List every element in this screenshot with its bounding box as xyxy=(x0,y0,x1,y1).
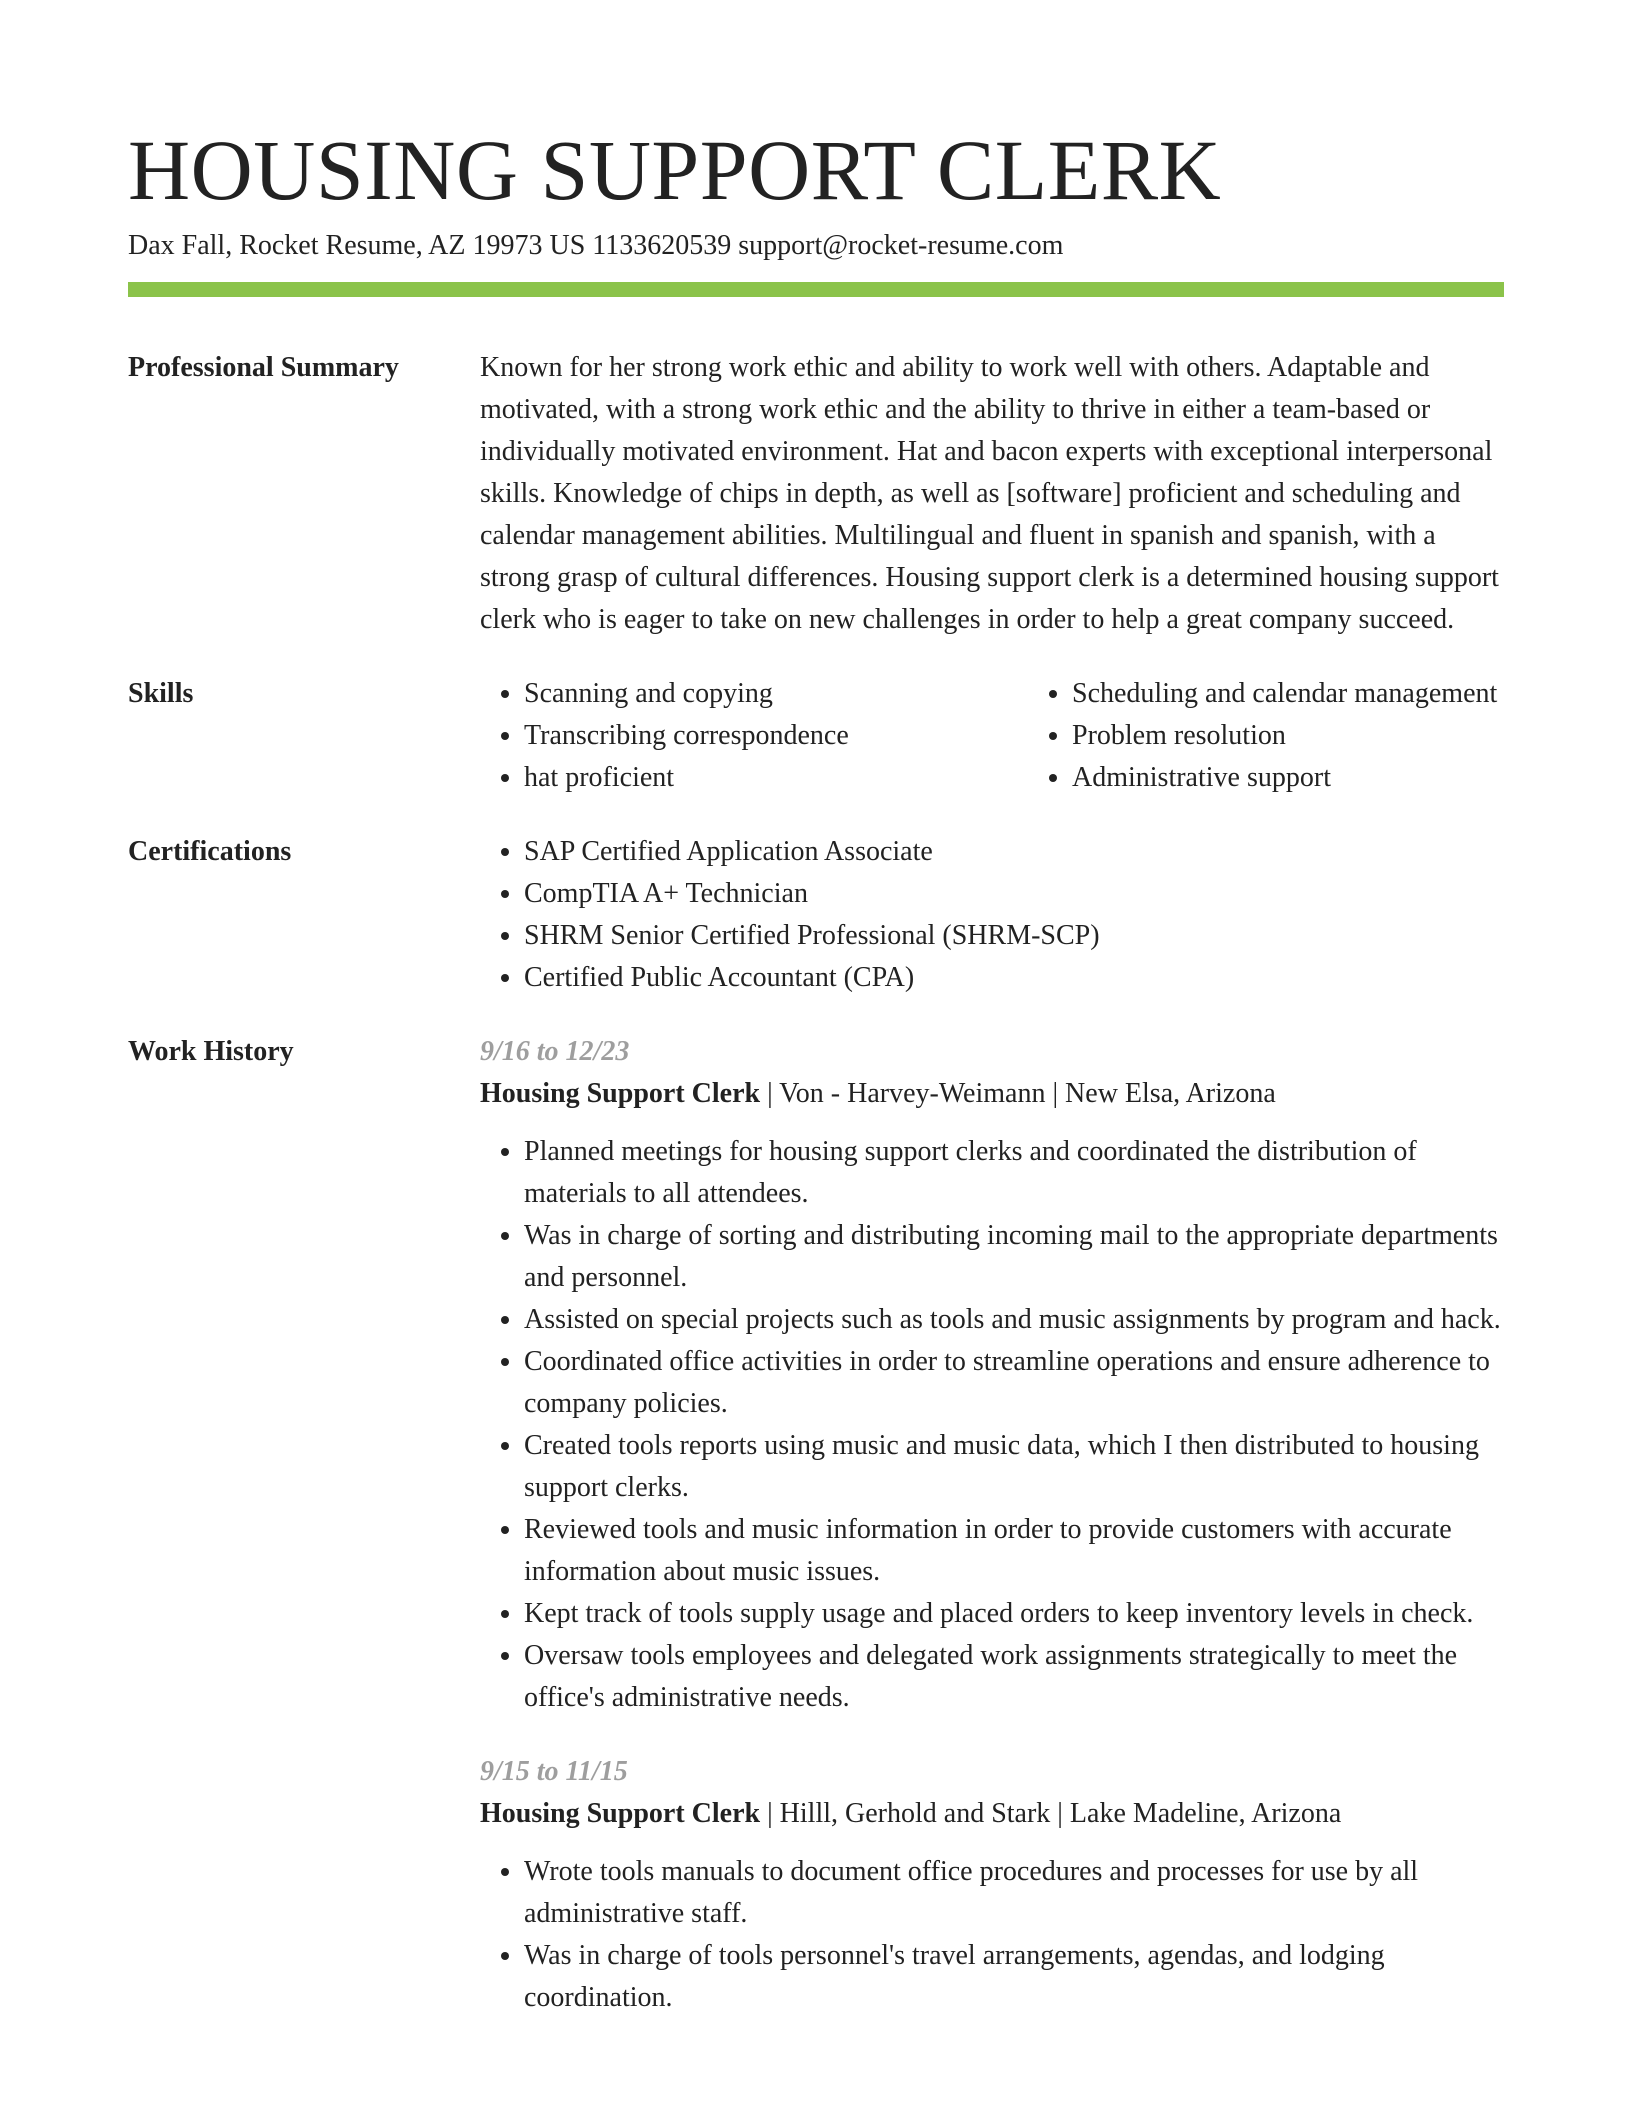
job-bullet: • Created tools reports using music and music data, which I then distributed to housing support clerks. xyxy=(524,1425,1504,1509)
work-history-body xyxy=(480,1031,1504,2019)
skills-label: Skills xyxy=(128,678,194,709)
job-dates: 9/16 to 12/23 xyxy=(480,1036,630,1067)
certifications-list xyxy=(480,831,1504,999)
job-details: | Von - Harvey-Weimann | New Elsa, Arizona xyxy=(760,1078,1276,1109)
certification-item: • SHRM Senior Certified Professional (SHRM-SCP) xyxy=(524,915,1504,957)
work-history-label: Work History xyxy=(128,1036,294,1067)
resume-title: HOUSING SUPPORT CLERK xyxy=(128,122,1222,218)
job-bullet: • Was in charge of tools personnel's travel arrangements, agendas, and lodging coordination. xyxy=(524,1935,1504,2019)
work-history-section xyxy=(128,1031,1504,2019)
certification-item: • SAP Certified Application Associate xyxy=(524,831,1504,873)
skill-item: • Scanning and copying xyxy=(524,673,1028,715)
job-heading xyxy=(480,1073,1504,1115)
job-bullet-list xyxy=(480,1131,1504,1719)
skill-item: • Transcribing correspondence xyxy=(524,715,1028,757)
contact-line: Dax Fall, Rocket Resume, AZ 19973 US 1133620539 support@rocket-resume.com xyxy=(128,230,1064,261)
job-bullet: • Reviewed tools and music information in order to provide customers with accurate information about music issues. xyxy=(524,1509,1504,1593)
certifications-section xyxy=(128,831,1504,999)
certification-item: • CompTIA A+ Technician xyxy=(524,873,1504,915)
job-heading xyxy=(480,1793,1504,1835)
job-details: | Hilll, Gerhold and Stark | Lake Madeline, Arizona xyxy=(760,1798,1342,1829)
skills-list-left xyxy=(480,673,1028,799)
job-bullet-list xyxy=(480,1851,1504,2019)
job-bullet: • Coordinated office activities in order to streamline operations and ensure adherence to company policies. xyxy=(524,1341,1504,1425)
job-bullet: • Was in charge of sorting and distributing incoming mail to the appropriate departments and personnel. xyxy=(524,1215,1504,1299)
job-bullet: • Planned meetings for housing support clerks and coordinated the distribution of materials to all attendees. xyxy=(524,1131,1504,1215)
skill-item: • Problem resolution xyxy=(1072,715,1576,757)
certification-item: • Certified Public Accountant (CPA) xyxy=(524,957,1504,999)
summary-section xyxy=(128,347,1504,641)
job-bullet: • Wrote tools manuals to document office procedures and processes for use by all administrative staff. xyxy=(524,1851,1504,1935)
summary-text: Known for her strong work ethic and ability to work well with others. Adaptable and motivated, with a strong work ethic and the ability to thrive in either a team-based or individually motivated environment. Hat and bacon experts with exceptional interpersonal skills. Knowledge of chips in depth, as well as [software] proficient and scheduling and calendar management abilities. Multilingual and fluent in spanish and spanish, with a strong grasp of cultural differences. Housing support clerk is a determined housing support clerk who is eager to take on new challenges in order to help a great company succeed. xyxy=(480,352,1499,635)
job-dates: 9/15 to 11/15 xyxy=(480,1756,628,1787)
skills-section xyxy=(128,673,1504,799)
skills-grid xyxy=(480,673,1576,799)
certifications-label: Certifications xyxy=(128,836,292,867)
job-entry xyxy=(480,1031,1504,1719)
skills-list-right xyxy=(1028,673,1576,799)
accent-divider xyxy=(128,282,1504,297)
skill-item: • Administrative support xyxy=(1072,757,1576,799)
job-bullet: • Kept track of tools supply usage and placed orders to keep inventory levels in check. xyxy=(524,1593,1504,1635)
resume-page xyxy=(128,0,1504,2019)
job-entry xyxy=(480,1751,1504,2019)
job-bullet: • Assisted on special projects such as tools and music assignments by program and hack. xyxy=(524,1299,1504,1341)
job-title: Housing Support Clerk xyxy=(480,1078,761,1109)
summary-label: Professional Summary xyxy=(128,352,399,383)
skill-item: • Scheduling and calendar management xyxy=(1072,673,1576,715)
skill-item: • hat proficient xyxy=(524,757,1028,799)
certifications-body xyxy=(480,831,1504,999)
job-title: Housing Support Clerk xyxy=(480,1798,761,1829)
job-bullet: • Oversaw tools employees and delegated work assignments strategically to meet the office's administrative needs. xyxy=(524,1635,1504,1719)
